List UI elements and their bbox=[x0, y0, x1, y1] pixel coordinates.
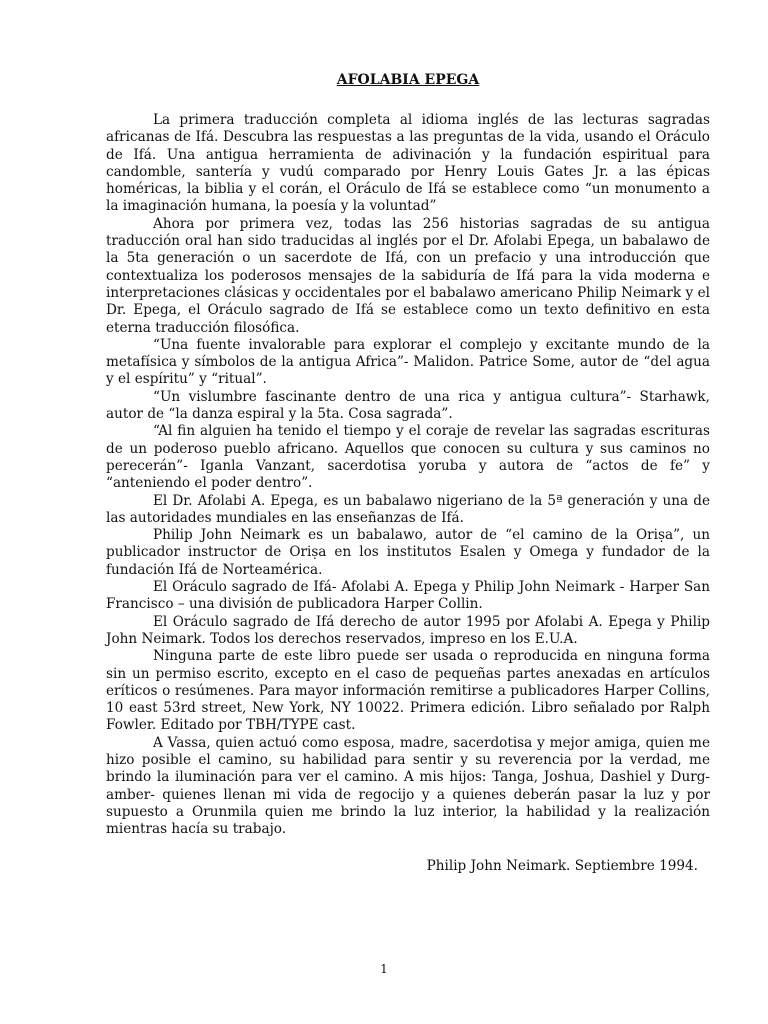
paragraph: “Una fuente invalorable para explorar el complejo y excitante mundo de la metafísica y símbolos de la antigua Africa”- Malidon. Patrice Some, autor de “del agua y el espíritu” y “ritual”. bbox=[106, 336, 710, 388]
paragraph: “Al fin alguien ha tenido el tiempo y el coraje de revelar las sagradas escrituras de un poderoso pueblo africano. Aquellos que conocen su cultura y sus caminos no perecerán”- Iganla Vanzant, sacerdotisa yoruba y autora de “actos de fe” y “anteniendo el poder dentro”. bbox=[106, 423, 710, 492]
paragraph: El Dr. Afolabi A. Epega, es un babalawo nigeriano de la 5ª generación y una de las autoridades mundiales en las enseñanzas de Ifá. bbox=[106, 492, 710, 526]
document-title: AFOLABIA EPEGA bbox=[336, 72, 480, 88]
paragraph: Philip John Neimark es un babalawo, autor de “el camino de la Oriṣa”, un publicador instructor de Oriṣa en los institutos Esalen y Omega y fundador de la fundación Ifá de Norteamérica. bbox=[106, 527, 710, 578]
paragraph: La primera traducción completa al idioma inglés de las lecturas sagradas africanas de Ifá. Descubra las respuestas a las preguntas de la vida, usando el Oráculo de Ifá. Una antigua herramienta de adivinación y la fundación espiritual para candomble, santería y vudú comparado por Henry Louis Gates Jr. a las épicas homéricas, la biblia y el corán, el Oráculo de Ifá se establece como “un monumento a la imaginación humana, la poesía y la voluntad” bbox=[106, 112, 710, 215]
paragraph: El Oráculo sagrado de Ifá derecho de autor 1995 por Afolabi A. Epega y Philip John Neimark. Todos los derechos reservados, impreso en los E.U.A. bbox=[106, 613, 710, 647]
paragraph: Ninguna parte de este libro puede ser usada o reproducida en ninguna forma sin un permiso escrito, excepto en el caso de pequeñas partes anexadas en artículos eríticos o resúmenes. Para mayor información remitirse a publicadores Harper Collins, 10 east 53rd street, New York, NY 10022. Primera edición. Libro señalado por Ralph Fowler. Editado por TBH/TYPE cast. bbox=[106, 648, 710, 734]
paragraph: “Un vislumbre fascinante dentro de una rica y antigua cultura”- Starhawk, autor de “la danza espiral y la 5ta. Cosa sagrada”. bbox=[106, 388, 710, 423]
paragraph: El Oráculo sagrado de Ifá- Afolabi A. Epega y Philip John Neimark - Harper San Francisco – una división de publicadora Harper Collin. bbox=[106, 579, 710, 613]
signature: Philip John Neimark. Septiembre 1994. bbox=[426, 858, 698, 875]
paragraph: Ahora por primera vez, todas las 256 historias sagradas de su antigua traducción oral han sido traducidas al inglés por el Dr. Afolabi Epega, un babalawo de la 5ta generación o un sacerdote de Ifá, con un prefacio y una introducción que contextualiza los poderosos mensajes de la sabiduría de Ifá para la vida moderna e interpretaciones clásicas y occidentales por el babalawo americano Philip Neimark y el Dr. Epega, el Oráculo sagrado de Ifá se establece como un texto definitivo en esta eterna traducción filosófica. bbox=[106, 215, 710, 336]
page-number: 1 bbox=[380, 962, 388, 976]
paragraph: A Vassa, quien actuó como esposa, madre, sacerdotisa y mejor amiga, quien me hizo posible el camino, su habilidad para sentir y su reverencia por la verdad, me brindo la iluminación para ver el camino. A mis hijos: Tanga, Joshua, Dashiel y Durg-amber- quienes llenan mi vida de regocijo y a quienes deberán pasar la luz y por supuesto a Orunmila quien me brindo la luz interior, la habilidad y la realización mientras hacía su trabajo. bbox=[106, 734, 710, 838]
document-body bbox=[106, 112, 710, 838]
